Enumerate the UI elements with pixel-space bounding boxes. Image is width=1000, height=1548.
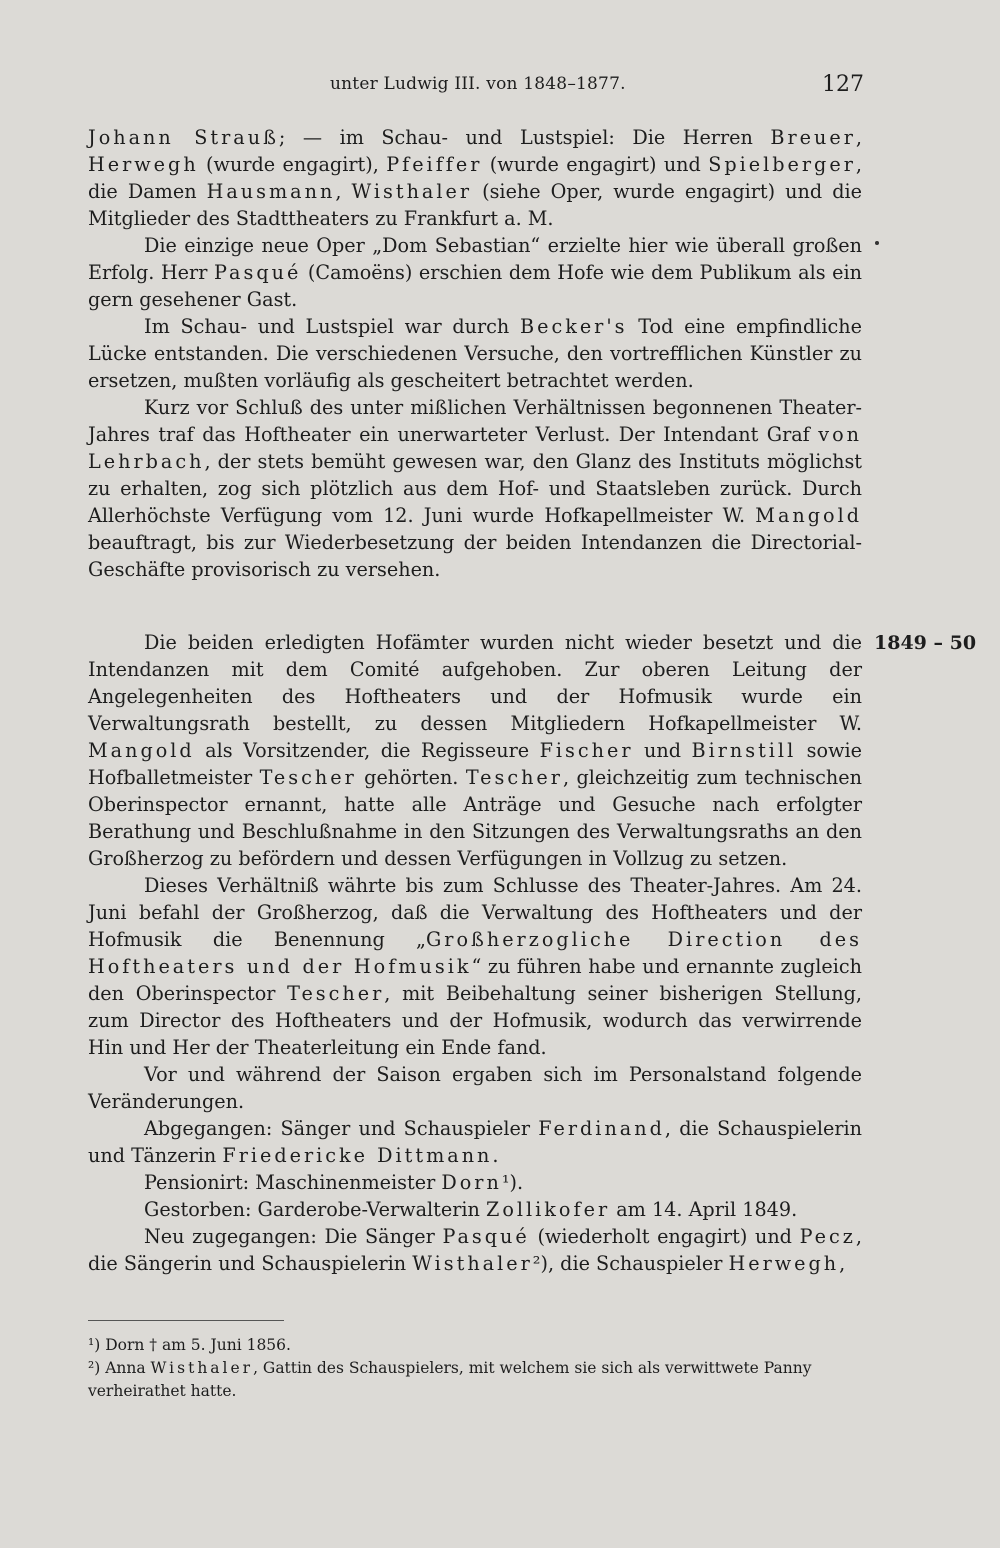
footnotes	[88, 1334, 862, 1403]
paragraph: Im Schau- und Lustspiel war durch Becker's Tod eine empfindliche Lücke entstanden. Die verschiedenen Versuche, den vortrefflichen Künstler zu ersetzen, mußten vorläufig als gescheitert betrachtet werden.	[88, 315, 862, 392]
text-block-top	[88, 124, 862, 583]
page-number: 127	[822, 72, 864, 97]
paragraph: Die beiden erledigten Hofämter wurden nicht wieder besetzt und die Intendanzen mit dem Comité aufgehoben. Zur oberen Leitung der Angelegenheiten des Hoftheaters und der Hofmusik wurde ein Verwaltungsrath bestellt, zu dessen Mitgliedern Hofkapellmeister W. Mangold als Vorsitzender, die Regisseure Fischer und Birnstill sowie Hofballetmeister Tescher gehörten. Tescher, gleichzeitig zum technischen Oberinspector ernannt, hatte alle Anträge und Gesuche nach erfolgter Berathung und Beschlußnahme in den Sitzungen des Verwaltungsraths an den Großherzog zu befördern und dessen Verfügungen in Vollzug zu setzen.	[88, 631, 862, 870]
footnote-1: ¹) Dorn † am 5. Juni 1856.	[88, 1336, 291, 1354]
paragraph: Die einzige neue Oper „Dom Sebastian“ erzielte hier wie überall großen Erfolg. Herr Pasqué (Camoëns) erschien dem Hofe wie dem Publikum als ein gern gesehener Gast.	[88, 234, 863, 311]
paragraph: Pensionirt: Maschinenmeister Dorn¹).	[144, 1171, 524, 1194]
margin-dot	[875, 241, 879, 245]
footnote-rule	[88, 1320, 284, 1321]
paragraph: Gestorben: Garderobe-Verwalterin Zollikofer am 14. April 1849.	[144, 1198, 798, 1221]
paragraph: Abgegangen: Sänger und Schauspieler Ferdinand, die Schauspielerin und Tänzerin Friedericke Dittmann.	[88, 1117, 863, 1167]
paragraph: Vor und während der Saison ergaben sich im Personalstand folgende Veränderungen.	[88, 1063, 862, 1113]
margin-year: 1849 – 50	[874, 632, 977, 654]
running-head: unter Ludwig III. von 1848–1877.	[330, 74, 626, 94]
text-block-bottom	[88, 629, 862, 1277]
paragraph: Johann Strauß; — im Schau- und Lustspiel: Die Herren Breuer, Herwegh (wurde engagirt), Pfeiffer (wurde engagirt) und Spielberger, die Damen Hausmann, Wisthaler (siehe Oper, wurde engagirt) und die Mitglieder des Stadttheaters zu Frankfurt a. M.	[88, 126, 863, 230]
paragraph: Neu zugegangen: Die Sänger Pasqué (wiederholt engagirt) und Pecz, die Sängerin und Schauspielerin Wisthaler²), die Schauspieler Herwegh,	[88, 1225, 862, 1275]
paragraph: Kurz vor Schluß des unter mißlichen Verhältnissen begonnenen Theater-Jahres traf das Hoftheater ein unerwarteter Verlust. Der Intendant Graf von Lehrbach, der stets bemüht gewesen war, den Glanz des Instituts möglichst zu erhalten, zog sich plötzlich aus dem Hof- und Staatsleben zurück. Durch Allerhöchste Verfügung vom 12. Juni wurde Hofkapellmeister W. Mangold beauftragt, bis zur Wiederbesetzung der beiden Intendanzen die Directorial-Geschäfte provisorisch zu versehen.	[88, 396, 862, 581]
paragraph: Dieses Verhältniß währte bis zum Schlusse des Theater-Jahres. Am 24. Juni befahl der Großherzog, daß die Verwaltung des Hoftheaters und der Hofmusik die Benennung „Großherzogliche Direction des Hoftheaters und der Hofmusik“ zu führen habe und ernannte zugleich den Oberinspector Tescher, mit Beibehaltung seiner bisherigen Stellung, zum Director des Hoftheaters und der Hofmusik, wodurch das verwirrende Hin und Her der Theaterleitung ein Ende fand.	[88, 874, 862, 1059]
footnote-2: ²) Anna Wisthaler, Gattin des Schauspielers, mit welchem sie sich als verwittwete Panny verheirathet hatte.	[88, 1359, 812, 1400]
